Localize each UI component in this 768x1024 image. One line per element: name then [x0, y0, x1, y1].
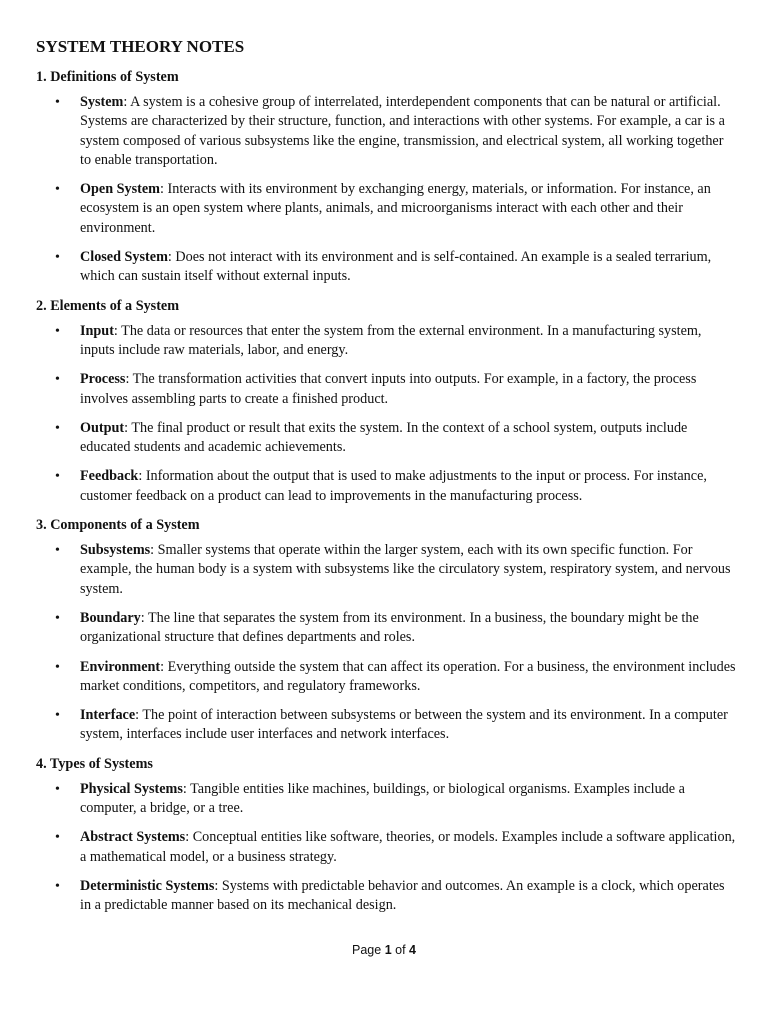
bullet-icon: • — [55, 659, 60, 675]
list-item — [36, 658, 736, 697]
list-item — [36, 609, 736, 648]
bullet-icon: • — [55, 95, 60, 110]
section-definitions — [36, 68, 736, 287]
item-text: : Tangible entities like machines, buildings, or biological organisms. Examples include a computer, a bridge, or a tree. — [80, 780, 685, 817]
section-heading: 4. Types of Systems — [36, 755, 153, 772]
current-page-number: 1 — [384, 943, 392, 957]
bullet-list — [36, 780, 736, 916]
section-heading: 3. Components of a System — [36, 517, 200, 534]
list-item — [36, 780, 736, 819]
list-item — [36, 419, 736, 458]
list-item — [36, 541, 736, 599]
list-item — [36, 877, 736, 916]
item-text: : Everything outside the system that can affect its operation. For a business, the environment includes market conditions, competitors, and regulatory frameworks. — [80, 658, 736, 694]
item-text: : The final product or result that exits the system. In the context of a school system, outputs include educated students and academic achievements. — [80, 419, 688, 456]
item-text: : Information about the output that is used to make adjustments to the input or process. For instance, customer feedback on a product can lead to improvements in the manufacturing process. — [80, 468, 707, 504]
list-item — [36, 180, 736, 238]
document-page — [36, 36, 736, 926]
bullet-icon: • — [55, 372, 60, 388]
list-item — [36, 467, 736, 506]
item-term: Interface — [80, 707, 136, 724]
bullet-list — [36, 541, 736, 745]
item-text: : Interacts with its environment by exchanging energy, materials, or information. For instance, an ecosystem is an open system where plants, animals, and microorganisms interact with each other and their environment. — [80, 181, 711, 236]
item-text: : A system is a cohesive group of interrelated, interdependent components that can be natural or artificial. Systems are characterized by their structure, function, and interactions with other systems. For example, a car is a system composed of various subsystems like the engine, transmission, and electrical system, all working together to enable transportation. — [80, 94, 725, 168]
bullet-icon: • — [55, 182, 60, 198]
item-term: Physical Systems — [80, 780, 183, 797]
bullet-icon: • — [55, 250, 60, 266]
of-word: of — [395, 943, 406, 957]
item-term: System — [80, 94, 124, 110]
bullet-icon: • — [55, 323, 60, 339]
list-item — [36, 248, 736, 287]
item-text: : Systems with predictable behavior and outcomes. An example is a clock, which operates in a predictable manner based on its mechanical design. — [80, 877, 725, 914]
list-item — [36, 370, 736, 409]
item-term: Deterministic Systems — [80, 877, 215, 894]
section-types — [36, 755, 736, 916]
item-text: : Conceptual entities like software, theories, or models. Examples include a software application, a mathematical model, or a business strategy. — [80, 829, 736, 865]
item-term: Boundary — [80, 609, 141, 626]
list-item — [36, 828, 736, 867]
item-text: : The transformation activities that convert inputs into outputs. For example, in a factory, the process involves assembling parts to create a finished product. — [80, 371, 697, 407]
list-item — [36, 93, 736, 170]
section-heading: 1. Definitions of System — [36, 69, 179, 85]
item-term: Open System — [80, 181, 161, 198]
bullet-icon: • — [55, 708, 60, 724]
bullet-icon: • — [55, 420, 60, 436]
item-term: Abstract Systems — [80, 829, 186, 846]
bullet-icon: • — [55, 781, 60, 797]
bullet-icon: • — [55, 830, 60, 846]
item-term: Closed System — [80, 249, 168, 266]
item-term: Feedback — [80, 468, 139, 485]
list-item — [36, 322, 736, 361]
section-heading: 2. Elements of a System — [36, 297, 180, 314]
page-word: Page — [352, 943, 382, 957]
item-term: Process — [80, 371, 126, 388]
total-pages-number: 4 — [409, 943, 416, 957]
bullet-icon: • — [55, 610, 60, 626]
item-text: : Does not interact with its environment and is self-contained. An example is a sealed terrarium, which can sustain itself without external inputs. — [80, 249, 712, 285]
bullet-icon: • — [55, 543, 60, 559]
item-text: : The data or resources that enter the system from the external environment. In a manufacturing system, inputs include raw materials, labor, and energy. — [80, 322, 702, 358]
item-term: Subsystems — [80, 542, 151, 559]
item-text: : The line that separates the system from its environment. In a business, the boundary might be the organizational structure that defines departments and roles. — [80, 609, 699, 646]
document-title: SYSTEM THEORY NOTES — [36, 37, 245, 56]
item-term: Output — [80, 419, 125, 436]
section-elements — [36, 297, 736, 506]
bullet-list — [36, 93, 736, 287]
bullet-list — [36, 322, 736, 506]
item-text: : Smaller systems that operate within the larger system, each with its own specific function. For example, the human body is a system with subsystems like the circulatory system, respiratory system, and nervous system. — [80, 542, 731, 597]
bullet-icon: • — [55, 469, 60, 485]
item-term: Environment — [80, 658, 161, 675]
bullet-icon: • — [55, 878, 60, 894]
item-term: Input — [80, 322, 114, 339]
section-components — [36, 516, 736, 745]
list-item — [36, 706, 736, 745]
page-footer — [0, 943, 768, 957]
item-text: : The point of interaction between subsystems or between the system and its environment. In a computer system, interfaces include user interfaces and network interfaces. — [80, 707, 728, 743]
